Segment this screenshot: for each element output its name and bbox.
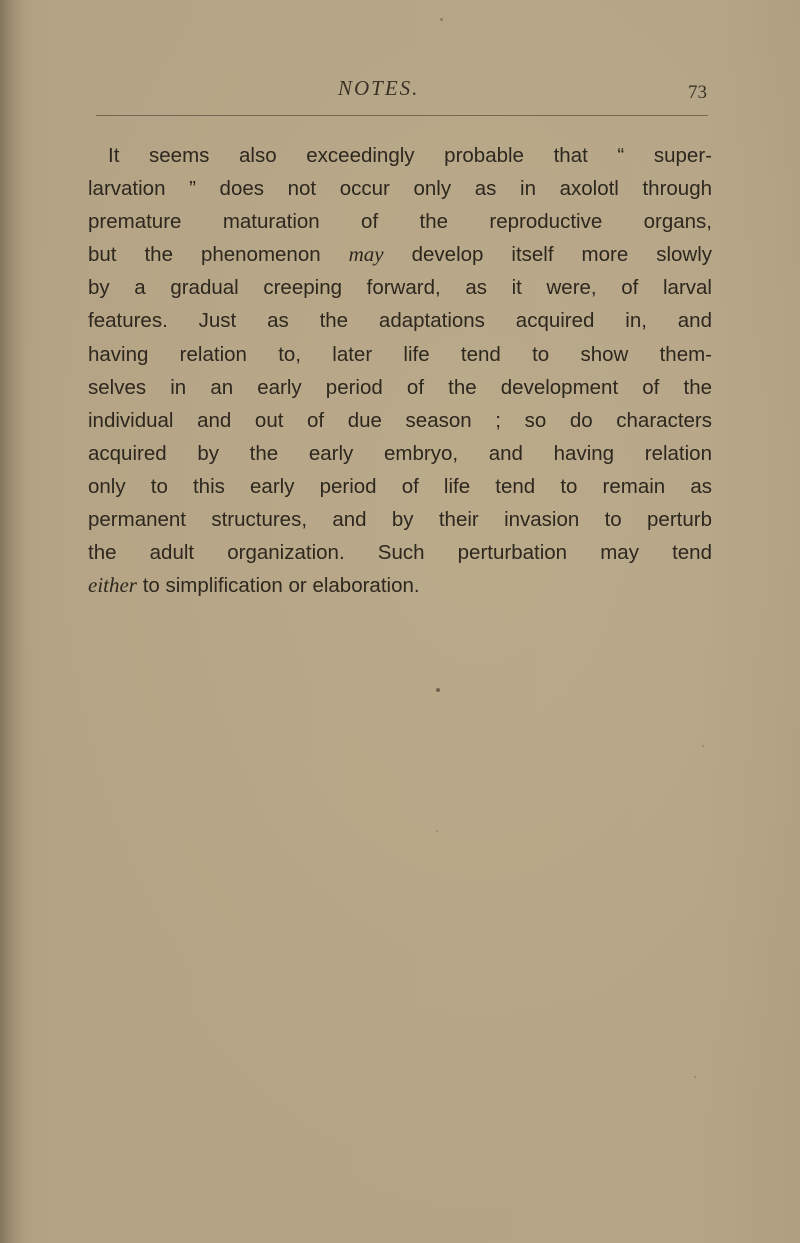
paper-speck bbox=[436, 830, 438, 832]
paper-speck bbox=[702, 745, 704, 747]
header-rule bbox=[96, 115, 708, 116]
text-line: only to this early period of life tend to remain as bbox=[88, 474, 712, 498]
running-head-title: NOTES. bbox=[338, 76, 420, 100]
text-line: by a gradual creeping forward, as it were, of larval bbox=[88, 276, 712, 300]
italic-word: either bbox=[88, 573, 137, 598]
text-line: but the phenomenon may develop itself more slowly bbox=[88, 242, 713, 267]
body-paragraph bbox=[88, 139, 712, 602]
text-line: individual and out of due season ; so do characters bbox=[88, 408, 712, 432]
page-gutter-shadow bbox=[0, 0, 34, 1243]
page-number: 73 bbox=[688, 82, 707, 103]
text-line: acquired by the early embryo, and having relation bbox=[88, 441, 712, 465]
text-line: features. Just as the adaptations acquired in, and bbox=[88, 309, 712, 333]
text-line: either to simplification or elaboration. bbox=[88, 573, 420, 598]
text-line: premature maturation of the reproductive organs, bbox=[88, 210, 712, 234]
text-line: the adult organization. Such perturbation may tend bbox=[88, 541, 712, 565]
paper-speck bbox=[694, 1076, 696, 1078]
text-line: having relation to, later life tend to show them- bbox=[88, 342, 712, 366]
paper-speck bbox=[436, 688, 440, 692]
text-line: permanent structures, and by their invasion to perturb bbox=[88, 508, 712, 532]
paper-speck bbox=[440, 18, 443, 21]
text-line: selves in an early period of the development of the bbox=[88, 375, 712, 399]
text-line: It seems also exceedingly probable that “ super- bbox=[108, 144, 712, 167]
italic-word: may bbox=[348, 242, 384, 267]
running-head bbox=[0, 76, 800, 106]
text-line: larvation ” does not occur only as in axolotl through bbox=[88, 177, 712, 201]
